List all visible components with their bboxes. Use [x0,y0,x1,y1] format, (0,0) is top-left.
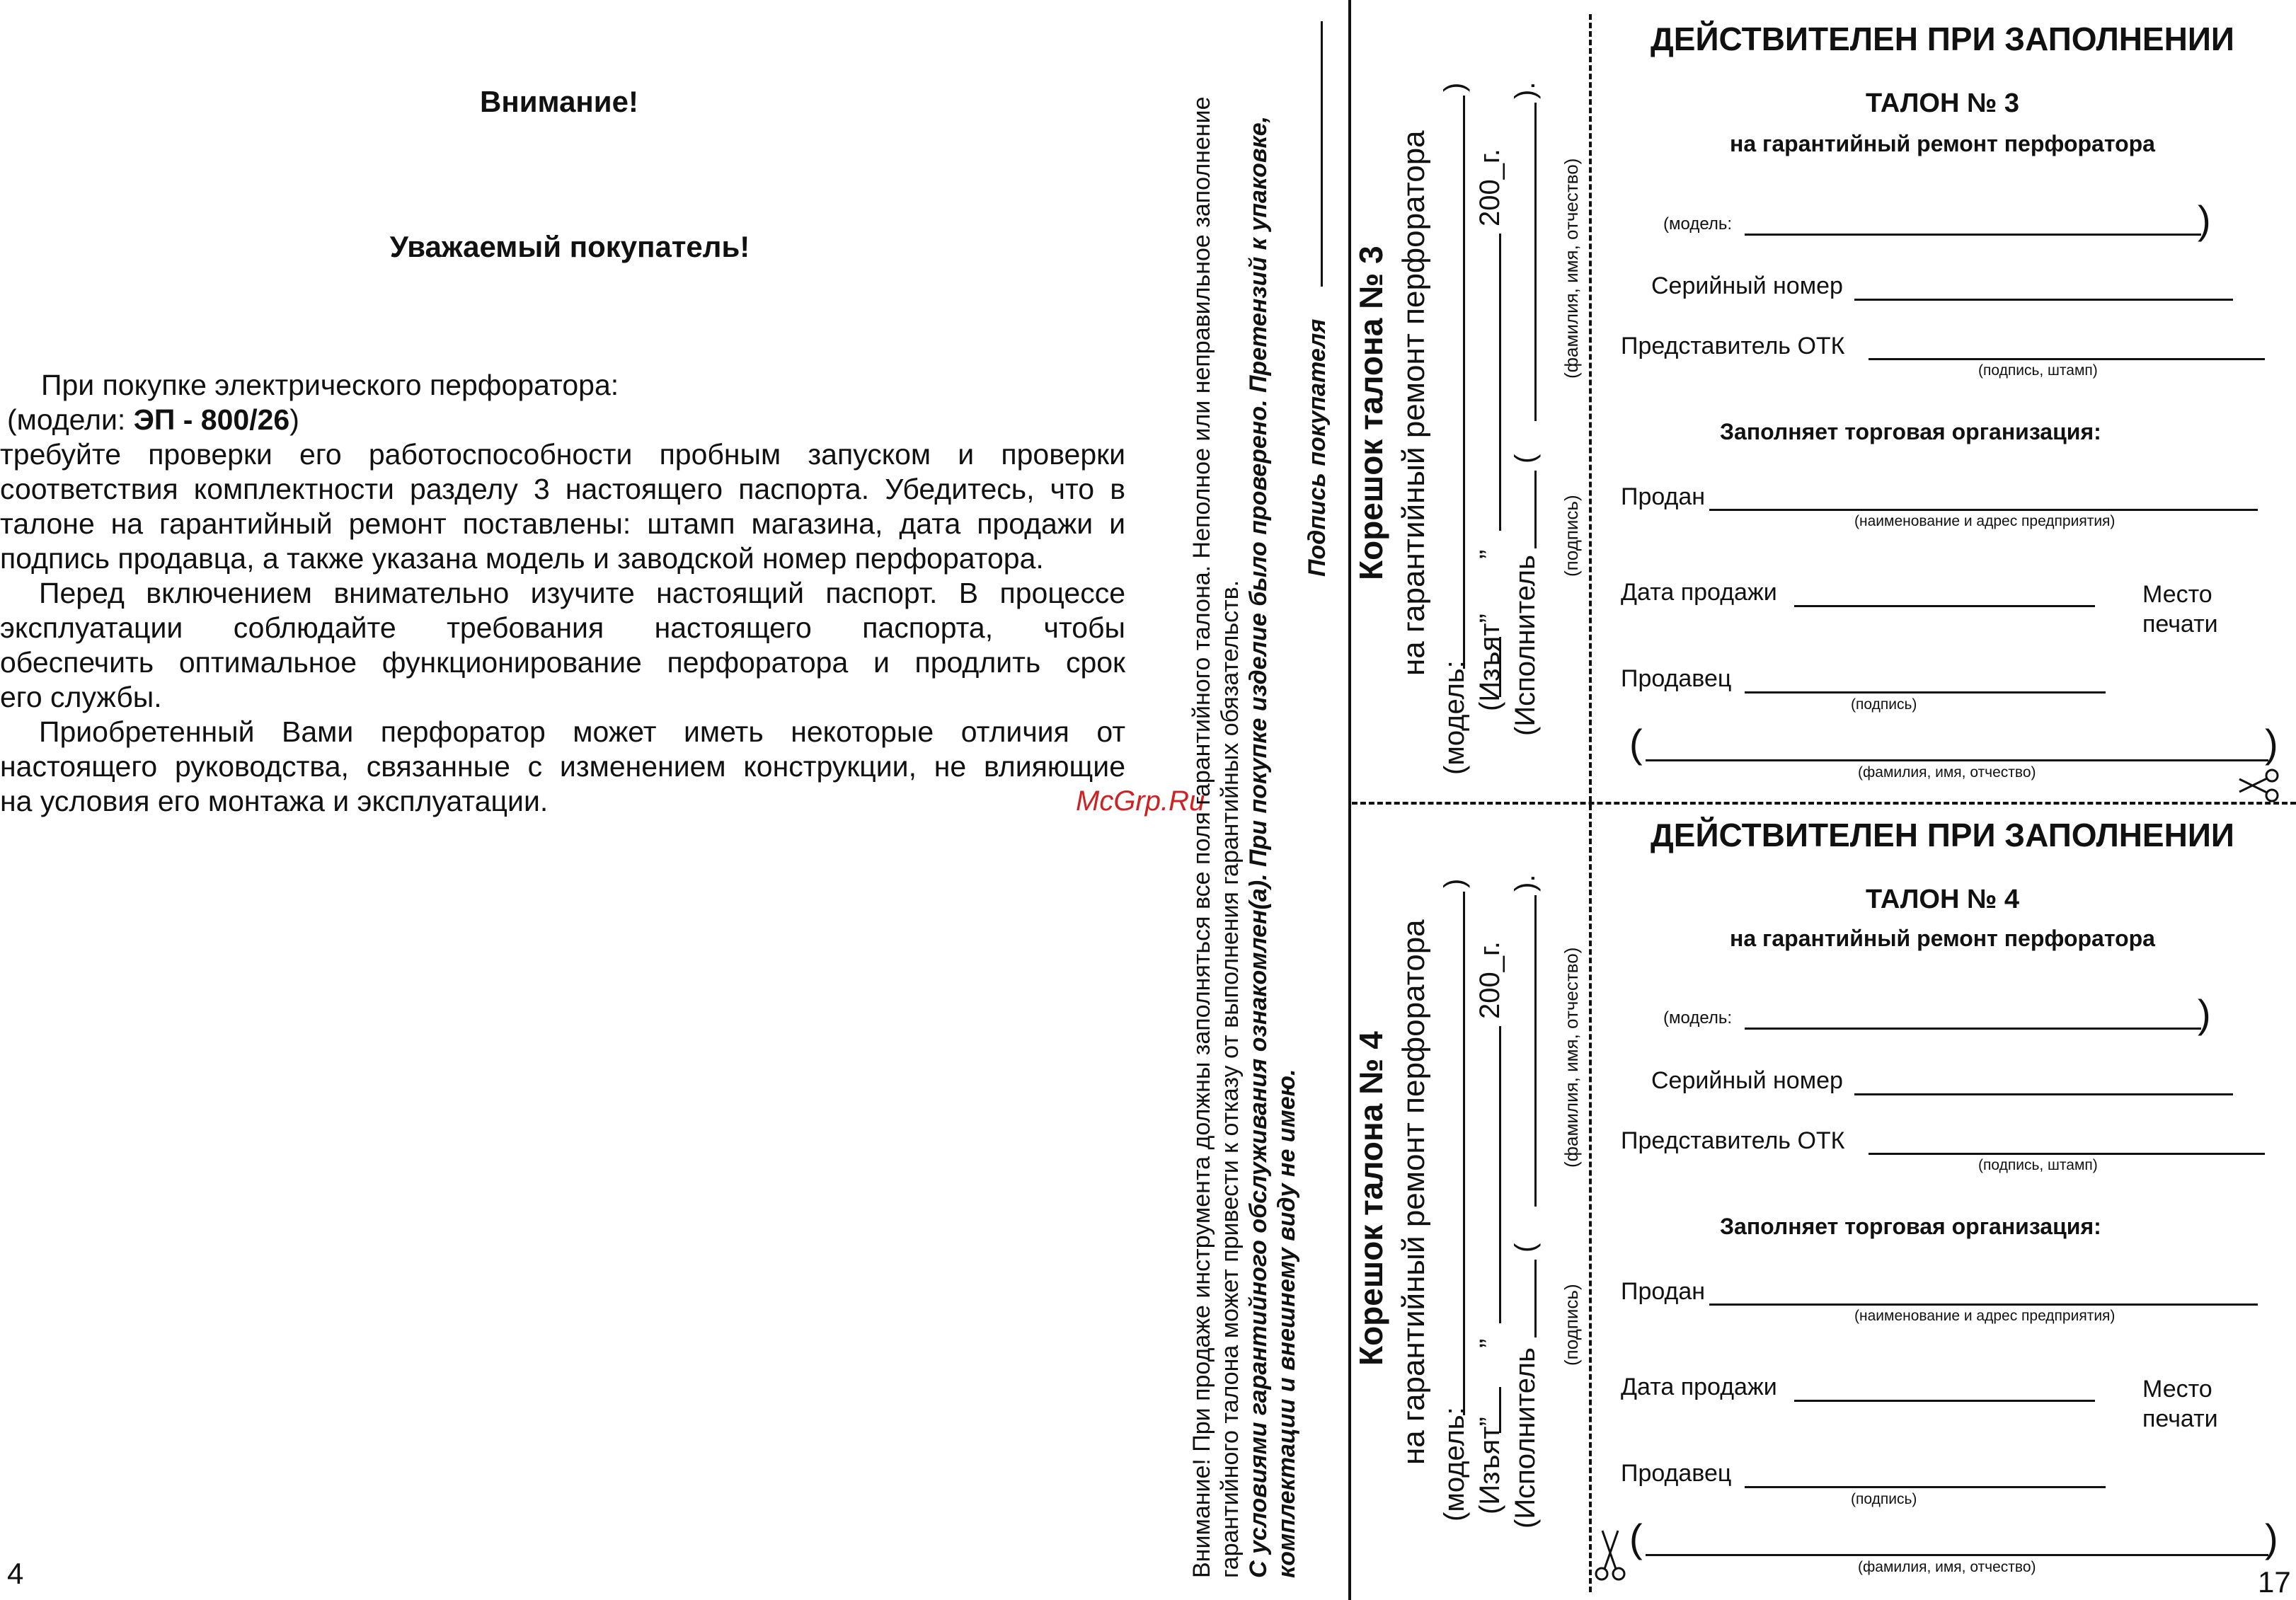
scissors-icon [2237,768,2283,803]
coupon-4-title: ТАЛОН № 4 [1866,885,2019,914]
coupon-3-title: ТАЛОН № 3 [1866,88,2019,118]
coupon-4-model-line [1745,1028,2201,1030]
stub-4-quote: ” [1474,1338,1505,1348]
coupon-4-paren-open: ( [1629,1516,1643,1560]
coupon-4-date-line [1794,1400,2095,1402]
coupon-4-trade-org: Заполняет торговая организация: [1720,1214,2101,1239]
stub-3-subtitle: на гарантийный ремонт перфоратора [1396,130,1431,676]
coupon-3-seller-line [1745,691,2106,693]
coupon-4-otk-label: Представитель ОТК [1621,1127,1845,1154]
stub-4-name-line [1534,895,1537,1207]
stub-4-withdrawn-line [1499,1387,1501,1433]
buyer-signature-line [1321,21,1323,287]
warning-line: гарантийного талона может привести к отказу от выполнения гарантийных обязательств. [1217,580,1244,1578]
stub-3-quote: ” [1474,549,1505,559]
intro-line: требуйте проверки его работоспособности пробным запуском и проверки [0,438,1125,471]
intro-model-line [0,403,1125,437]
page-number-left: 4 [7,1557,24,1590]
intro-line: При покупке электрического перфоратора: [41,369,619,401]
watermark: McGrp.Ru [1076,785,1205,817]
stub-4-date-line [1499,1026,1501,1323]
page-divider [1348,0,1351,1600]
coupon-4-sold-label: Продан [1621,1278,1706,1305]
stub-4-model-line [1463,892,1465,1415]
stub-4-paren-open: ( [1510,1243,1541,1253]
coupon-3-serial-label: Серийный номер [1651,272,1843,299]
coupon-4-seller-label: Продавец [1621,1460,1732,1487]
intro-line: талоне на гарантийный ремонт поставлены: штамп магазина, дата продажи и [0,507,1125,540]
coupon-4-otk-line [1869,1153,2265,1155]
coupon-3-name-line [1646,759,2268,761]
page-number-right: 17 [2258,1565,2291,1599]
coupon-3-otk-line [1869,358,2265,360]
coupon-4-serial-label: Серийный номер [1651,1067,1843,1094]
coupon-3-trade-org: Заполняет торговая организация: [1720,419,2101,444]
coupon-3-stamp-place: печати [2142,611,2218,638]
coupon-3-date-line [1794,605,2095,607]
coupon-3-paren-close-2: ) [2265,721,2278,766]
warning-line: комплектации и внешнему виду не имею. [1273,1069,1300,1578]
coupon-4-serial-line [1854,1093,2233,1095]
intro-line: его службы. [0,681,162,713]
coupon-3-serial-line [1854,299,2233,301]
intro-line: на условия его монтажа и эксплуатации. [0,785,549,817]
cut-line-horizontal [1352,802,2296,805]
stub-3-title: Корешок талона № 3 [1353,246,1389,580]
coupon-4-model-label: (модель: [1663,1008,1733,1028]
coupon-3-sold-line [1709,509,2258,511]
warning-line: Внимание! При продаже инструмента должны заполняться все поля гарантийного талона. Неполное или неправильное заполнение [1188,96,1215,1578]
stub-3-executor-label: (Исполнитель [1510,555,1541,736]
intro-line: соответствия комплектности разделу 3 настоящего паспорта. Убедитесь, что в [0,473,1125,505]
coupon-3-sold-label: Продан [1621,483,1706,510]
stub-4-executor-label: (Исполнитель [1510,1347,1541,1529]
coupon-4-stamp-place: печати [2142,1405,2218,1432]
coupon-3-paren-open: ( [1629,721,1643,766]
buyer-signature-label: Подпись покупателя [1304,318,1331,577]
stub-3-signature-line [1534,471,1537,548]
intro-line: Перед включением внимательно изучите настоящий паспорт. В процессе [39,577,1125,609]
model-suffix: ) [289,403,299,436]
scissors-icon [1592,1527,1628,1584]
stub-4-name-hint: (фамилия, имя, отчество) [1561,947,1582,1168]
dear-customer-heading: Уважаемый покупатель! [389,230,750,263]
stub-3-name-line [1534,103,1537,421]
coupon-3-model-label: (модель: [1663,214,1733,234]
stub-4-model-label: (модель: [1439,1407,1470,1521]
coupon-4-paren-close-2: ) [2265,1516,2278,1560]
coupon-4-stamp-place: Место [2142,1376,2212,1403]
coupon-4-seller-line [1745,1486,2106,1488]
warning-line: С условиями гарантийного обслуживания ознакомлен(а). При покупке изделие было проверено. Претензий к упаковке, [1245,115,1272,1578]
stub-4-signature-line [1534,1260,1537,1337]
coupon-3-name-hint: (фамилия, имя, отчество) [1858,764,2036,781]
coupon-3-sold-hint: (наименование и адрес предприятия) [1854,513,2116,529]
coupon-4-sold-line [1709,1303,2258,1306]
coupon-4-otk-hint: (подпись, штамп) [1978,1157,2098,1173]
stub-3-end: ). [1510,81,1541,99]
intro-line: обеспечить оптимальное функционирование перфоратора и продлить срок [0,646,1125,679]
stub-3-paren-open: ( [1510,454,1541,464]
coupon-3-otk-hint: (подпись, штамп) [1978,362,2098,379]
intro-line: настоящего руководства, связанные с изменением конструкции, не влияющие [0,750,1125,783]
stub-4-withdrawn-label: (Изъят” [1474,1417,1505,1514]
stub-3-signature-hint: (подпись) [1561,495,1582,577]
intro-text [0,368,1125,819]
coupon-3-stamp-place: Место [2142,581,2212,608]
coupon-4-name-line [1646,1554,2268,1556]
coupon-3-date-label: Дата продажи [1621,579,1777,606]
coupon-4-name-hint: (фамилия, имя, отчество) [1858,1559,2036,1575]
coupon-4-paren-close: ) [2198,991,2211,1036]
stub-3-name-hint: (фамилия, имя, отчество) [1561,158,1582,379]
stub-4-year: 200_г. [1474,941,1505,1019]
coupon-3-subtitle: на гарантийный ремонт перфоратора [1730,131,2155,156]
stub-4-paren-close: ) [1439,878,1470,888]
coupon-4-date-label: Дата продажи [1621,1374,1777,1400]
stub-4-title: Корешок талона № 4 [1353,1031,1389,1366]
coupon-3-model-line [1745,234,2201,236]
coupon-3-paren-close: ) [2198,197,2211,242]
coupon-4-sold-hint: (наименование и адрес предприятия) [1854,1308,2116,1324]
model-name: ЭП - 800/26 [133,403,290,436]
attention-heading: Внимание! [480,85,638,118]
stub-4-signature-hint: (подпись) [1561,1284,1582,1366]
stub-4-end: ). [1510,874,1541,892]
coupon-4-subtitle: на гарантийный ремонт перфоратора [1730,926,2155,951]
coupon-3-header: ДЕЙСТВИТЕЛЕН ПРИ ЗАПОЛНЕНИИ [1651,21,2234,57]
warranty-warning [1188,96,1301,1578]
coupon-3-seller-hint: (подпись) [1851,696,1917,713]
intro-line: эксплуатации соблюдайте требования настоящего паспорта, чтобы [0,611,1125,644]
stub-3-paren-close: ) [1439,82,1470,92]
stub-3-withdrawn-label: (Изъят” [1474,614,1505,711]
stub-3-year: 200_г. [1474,149,1505,226]
stub-3-withdrawn-line [1499,637,1501,697]
stub-3-date-line [1499,234,1501,531]
coupon-3-seller-label: Продавец [1621,665,1732,692]
stub-3-model-line [1463,96,1465,669]
intro-line: подпись продавца, а также указана модель и заводской номер перфоратора. [0,542,1044,575]
coupon-4-seller-hint: (подпись) [1851,1491,1917,1507]
stub-3-model-label: (модель: [1439,660,1470,775]
coupon-3-otk-label: Представитель ОТК [1621,333,1845,359]
stub-4-subtitle: на гарантийный ремонт перфоратора [1396,919,1431,1465]
coupon-4-header: ДЕЙСТВИТЕЛЕН ПРИ ЗАПОЛНЕНИИ [1651,817,2234,853]
model-prefix: (модели: [7,403,134,436]
intro-line: Приобретенный Вами перфоратор может иметь некоторые отличия от [39,715,1125,748]
